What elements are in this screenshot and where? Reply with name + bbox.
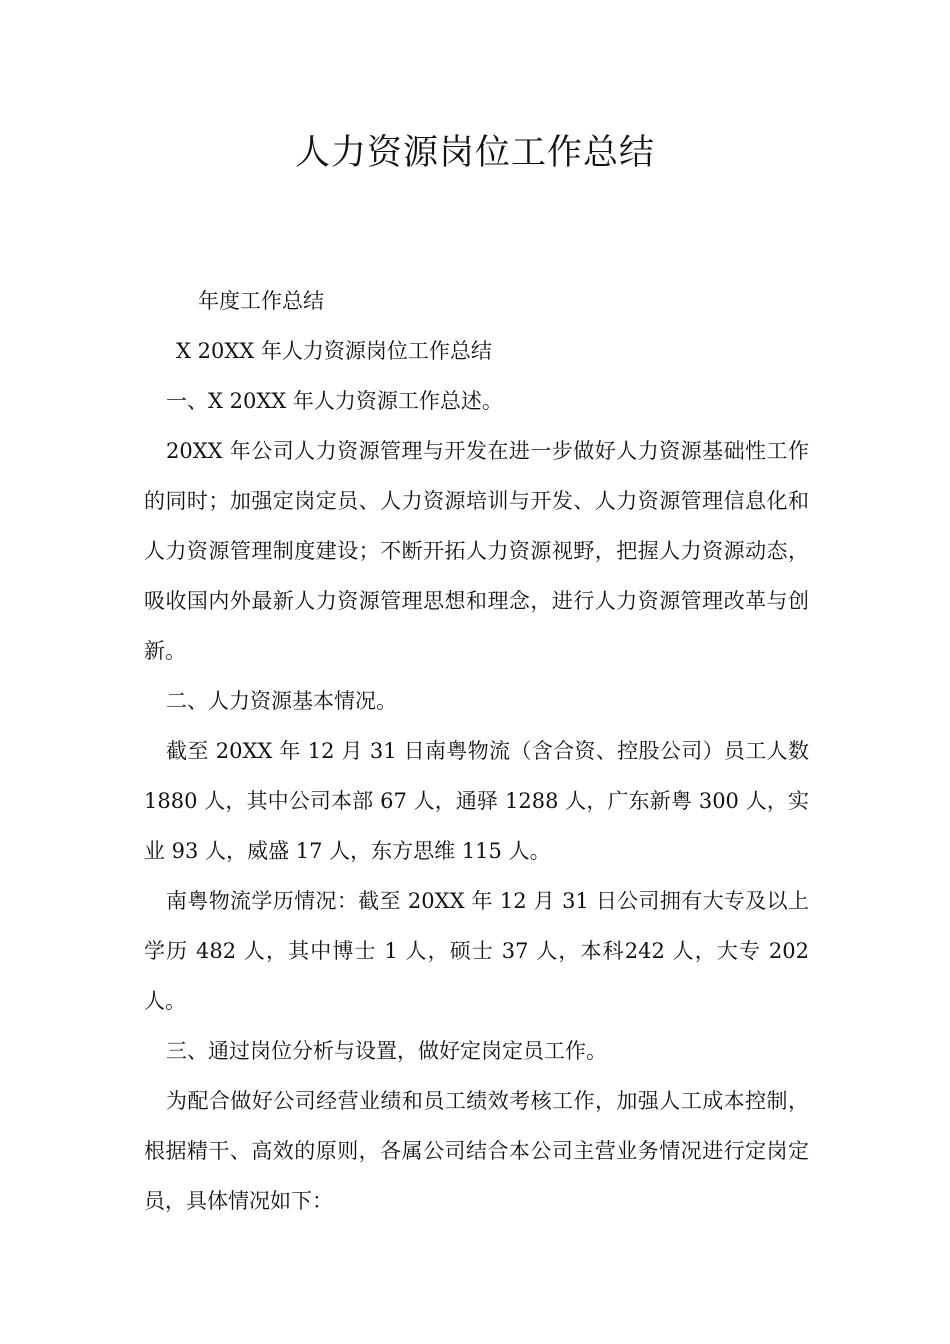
section-heading-3: 三、通过岗位分析与设置，做好定岗定员工作。 [166, 1039, 607, 1063]
subtitle-annual-summary: 年度工作总结 [198, 289, 324, 313]
document-title: 人力资源岗位工作总结 [294, 133, 655, 173]
paragraph-staffing: 为配合做好公司经营业绩和员工绩效考核工作，加强人工成本控制，根据精干、高效的原则，各属公司结合本公司主营业务情况进行定岗定员，具体情况如下： [144, 1089, 809, 1213]
subtitle-position-summary: X 20XX 年人力资源岗位工作总结 [176, 339, 492, 363]
section-heading-1: 一、X 20XX 年人力资源工作总述。 [166, 389, 503, 413]
paragraph-staff-count: 截至 20XX 年 12 月 31 日南粤物流（含合资、控股公司）员工人数 1880 人，其中公司本部 67 人，通驿 1288 人，广东新粤 300 人，实业 93 人，威盛 17 人，东方思维 115 人。 [144, 739, 809, 863]
section-heading-2: 二、人力资源基本情况。 [166, 689, 397, 713]
paragraph-overview: 20XX 年公司人力资源管理与开发在进一步做好人力资源基础性工作的同时；加强定岗定员、人力资源培训与开发、人力资源管理信息化和人力资源管理制度建设；不断开拓人力资源视野，把握人力资源动态，吸收国内外最新人力资源管理思想和理念，进行人力资源管理改革与创新。 [144, 439, 809, 663]
paragraph-education: 南粤物流学历情况：截至 20XX 年 12 月 31 日公司拥有大专及以上学历 482 人，其中博士 1 人，硕士 37 人，本科242 人，大专 202 人。 [144, 889, 809, 1013]
